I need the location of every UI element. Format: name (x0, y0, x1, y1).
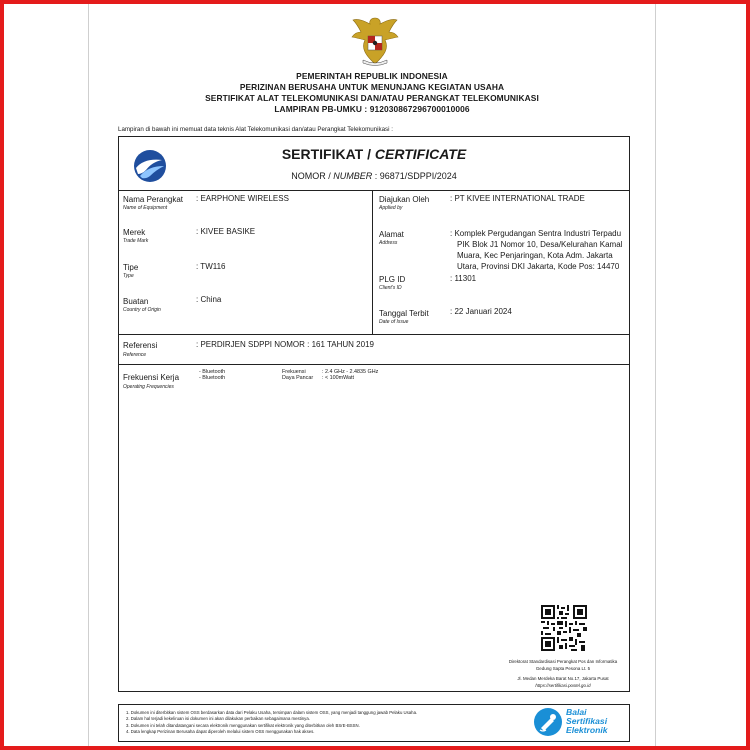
qr-code-icon (541, 605, 587, 651)
plg-id-value: : 11301 (450, 274, 477, 283)
plg-id-sub: Client's ID (379, 285, 402, 291)
intro-text: Lampiran di bawah ini memuat data teknis Alat Telekomunikasi dan/atau Perangkat Telekomunikasi : (118, 126, 393, 133)
applied-by-value: : PT KIVEE INTERNATIONAL TRADE (450, 194, 585, 203)
divider (372, 190, 373, 334)
frequency-value-2: : < 100mWatt (322, 375, 355, 381)
bse-line-2: Sertifikasi (566, 716, 608, 726)
trademark-sub: Trade Mark (123, 238, 149, 244)
reference-label: Referensi (123, 341, 158, 350)
trademark-label: Merek (123, 228, 146, 237)
header-line-3: SERTIFIKAT ALAT TELEKOMUNIKASI DAN/ATAU PERANGKAT TELEKOMUNIKASI (205, 93, 539, 103)
issue-date-sub: Date of Issue (379, 319, 409, 325)
plg-id-label: PLG ID (379, 275, 406, 284)
bse-line-1: Balai (566, 707, 587, 717)
address-sub: Address (379, 240, 398, 246)
frequency-label: Frekuensi Kerja (123, 373, 180, 382)
frequency-value-1: : 2.4 GHz - 2.4835 GHz (322, 369, 379, 375)
divider (118, 364, 630, 365)
address-line-3: Muara, Kec Penjaringan, Kota Adm. Jakarta (457, 251, 613, 260)
address-line-4: Utara, Provinsi DKI Jakarta, Kode Pos: 14470 (457, 262, 620, 271)
bse-line-3: Elektronik (566, 725, 608, 735)
trademark-value: : KIVEE BASIKE (196, 227, 256, 236)
header-line-1: PEMERINTAH REPUBLIK INDONESIA (296, 71, 448, 81)
reference-value: : PERDIRJEN SDPPI NOMOR : 161 TAHUN 2019 (196, 340, 374, 349)
applied-by-sub: Applied by (379, 205, 403, 211)
frequency-param-1: Frekuensi (282, 369, 306, 375)
issue-date-value: : 22 Januari 2024 (450, 307, 512, 316)
title-italic: CERTIFICATE (374, 146, 467, 162)
type-label: Tipe (123, 263, 139, 272)
footnote-3: 3. Dokumen ini telah ditandatangani secara elektronik menggunakan sertifikat elektronik yang diterbitkan oleh BSrE-BSSN. (126, 723, 360, 728)
footnote-2: 2. Dalam hal terjadi kekeliruan isi dokumen ini akan dilakukan perbaikan sebagaimana mestinya. (126, 716, 310, 721)
equipment-name-sub: Name of Equipment (123, 205, 168, 211)
certificate-number (118, 171, 630, 181)
title-main: SERTIFIKAT / (281, 146, 375, 162)
footnote-4: 4. Data lengkap Perizinan Berusaha dapat diperoleh melalui sistem OSS menggunakan hak akses. (126, 729, 315, 734)
origin-label: Buatan (123, 297, 149, 306)
type-sub: Type (123, 273, 134, 279)
number-value: : 96871/SDPPI/2024 (372, 171, 457, 181)
origin-sub: Country of Origin (123, 307, 161, 313)
garuda-emblem-icon (349, 12, 401, 68)
equipment-name-value: : EARPHONE WIRELESS (196, 194, 289, 203)
address-label: Alamat (379, 230, 404, 239)
signature-line-2: Gedung Sapta Pesona Lt. 5 (535, 666, 591, 671)
number-italic: NUMBER (333, 171, 373, 181)
issue-date-label: Tanggal Terbit (379, 309, 429, 318)
certificate-title (118, 146, 630, 162)
signature-line-1: Direktorat Standardisasi Perangkat Pos dan Informatika (508, 659, 618, 664)
applied-by-label: Diajukan Oleh (379, 195, 430, 204)
footnote-1: 1. Dokumen ini diterbitkan sistem OSS berdasarkan data dari Pelaku Usaha, tersimpan dalam sistem OSS, yang menjadi tanggung jawab Pelaku Usaha. (126, 710, 418, 715)
frequency-sub: Operating Frequencies (123, 384, 174, 390)
frequency-type-1: - Bluetooth (199, 369, 226, 375)
divider (118, 334, 630, 335)
frequency-type-2: - Bluetooth (199, 375, 226, 381)
divider (118, 190, 630, 191)
header-line-4: LAMPIRAN PB-UMKU : 912030867296700010006 (274, 104, 470, 114)
header-line-2: PERIZINAN BERUSAHA UNTUK MENUNJANG KEGIATAN USAHA (239, 82, 505, 92)
signature-link[interactable]: https://sertifikasi.postel.go.id (535, 683, 591, 688)
equipment-name-label: Nama Perangkat (123, 195, 184, 204)
number-prefix: NOMOR / (291, 171, 334, 181)
frequency-param-2: Daya Pancar (282, 375, 314, 381)
origin-value: : China (196, 295, 222, 304)
bse-logo-text (566, 708, 608, 735)
bse-logo-icon (533, 707, 563, 737)
address-line-1: : Komplek Pergudangan Sentra Industri Terpadu (450, 229, 622, 238)
reference-sub: Reference (123, 352, 147, 358)
type-value: : TW116 (196, 262, 226, 271)
address-line-2: PIK Blok J1 Nomor 10, Desa/Kelurahan Kamal (457, 240, 623, 249)
signature-line-3: Jl. Medan Merdeka Barat No.17, Jakarta Pusat (517, 676, 609, 681)
